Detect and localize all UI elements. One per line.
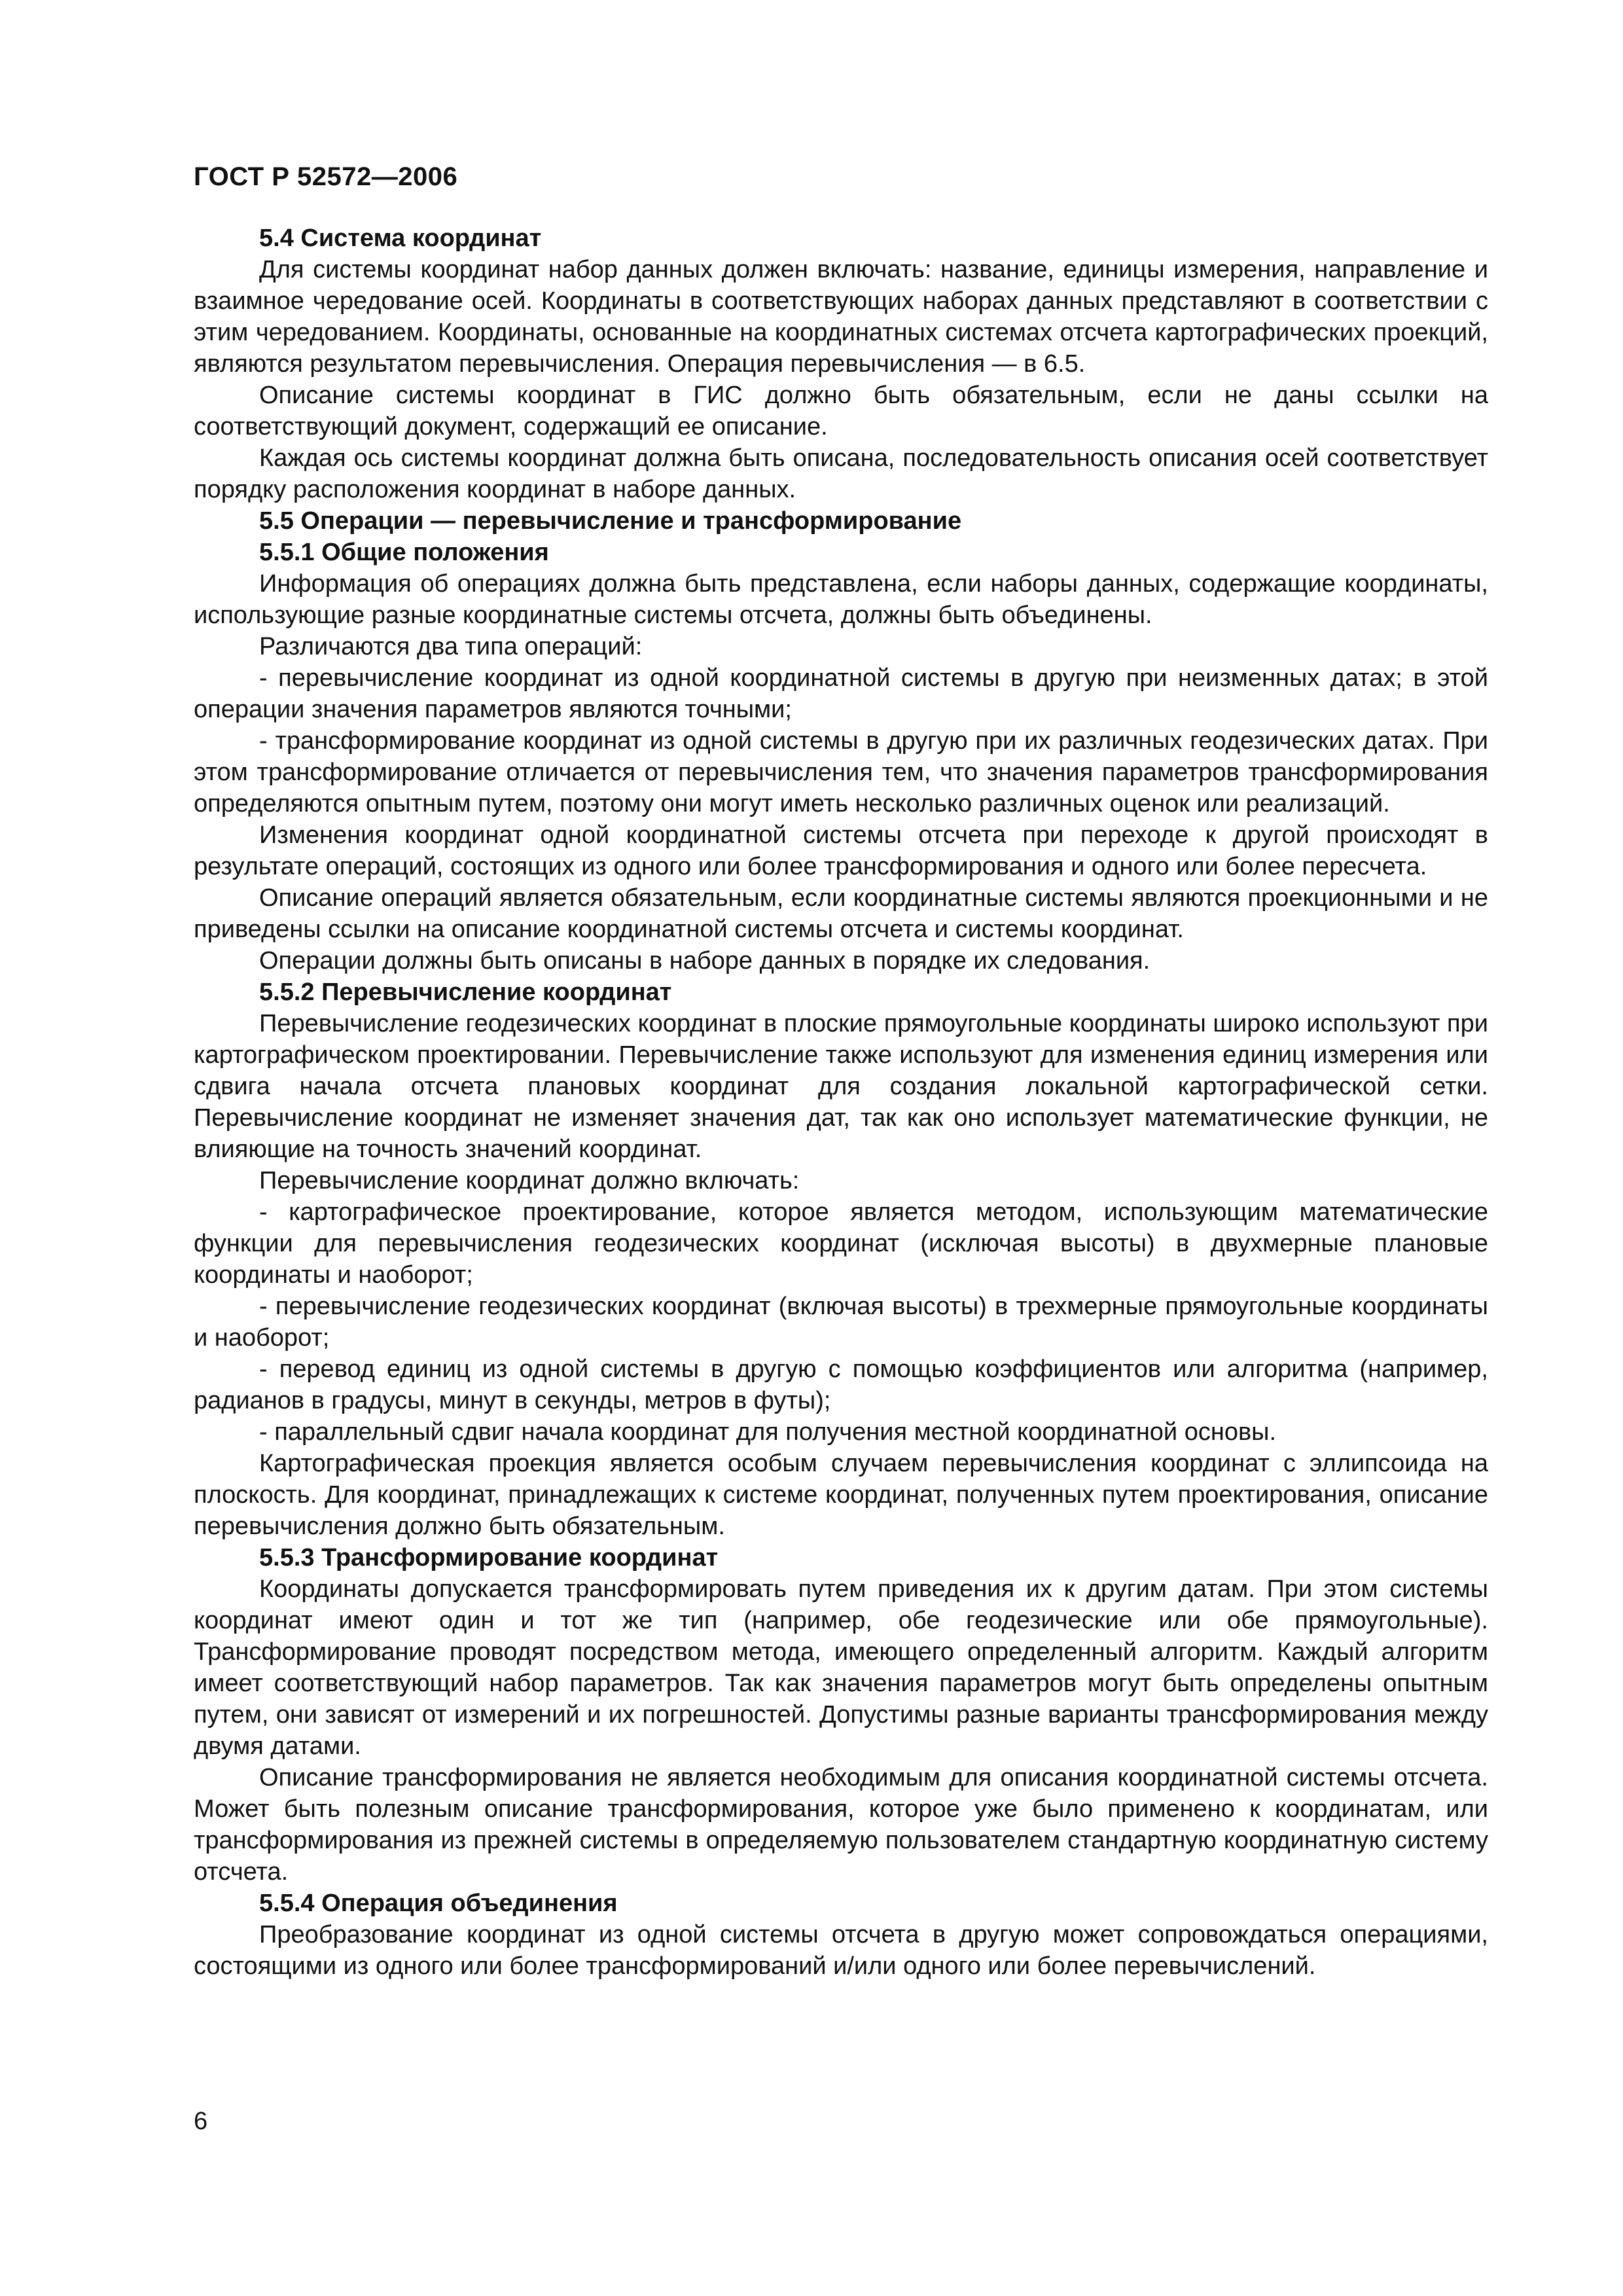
list-item: - картографическое проектирование, которое является методом, использующим математические функции для перевычисления геодезических координат (исключая высоты) в двухмерные плановые координаты и наоборот; <box>194 1198 1488 1289</box>
section-heading-5-5-3: 5.5.3 Трансформирование координат <box>259 1544 719 1571</box>
paragraph: Описание операций является обязательным, если координатные системы являются проекционными и не приведены ссылки на описание координатной системы отсчета и системы координат. <box>194 884 1488 943</box>
section-heading-5-5-4: 5.5.4 Операция объединения <box>259 1890 618 1917</box>
page-number: 6 <box>194 2108 208 2135</box>
section-heading-5-4: 5.4 Система координат <box>259 224 542 252</box>
document-header-id: ГОСТ Р 52572—2006 <box>194 162 458 191</box>
list-item: - перевод единиц из одной системы в другую с помощью коэффициентов или алгоритма (например, радианов в градусы, минут в секунды, метров в футы); <box>194 1355 1488 1414</box>
paragraph: Перевычисление геодезических координат в плоские прямоугольные координаты широко используют при картографическом проектировании. Перевычисление также используют для изменения единиц измерения или сдвига начала отсчета плановых координат для создания локальной картографической сетки. Перевычисление координат не изменяет значения дат, так как оно использует математические функции, не влияющие на точность значений координат. <box>194 1010 1488 1163</box>
paragraph: Различаются два типа операций: <box>259 633 643 660</box>
list-item: - перевычисление координат из одной координатной системы в другую при неизменных датах; в этой операции значения параметров являются точными; <box>194 664 1488 723</box>
section-heading-5-5-1: 5.5.1 Общие положения <box>259 539 549 566</box>
paragraph: Картографическая проекция является особым случаем перевычисления координат с эллипсоида на плоскость. Для координат, принадлежащих к системе координат, полученных путем проектирования, описание перевычисления должно быть обязательным. <box>194 1450 1488 1540</box>
paragraph: Координаты допускается трансформировать путем приведения их к другим датам. При этом системы координат имеют один и тот же тип (например, обе геодезические или обе прямоугольные). Трансформирование проводят посредством метода, имеющего определенный алгоритм. Каждый алгоритм имеет соответствующий набор параметров. Так как значения параметров могут быть определены опытным путем, они зависят от измерений и их погрешностей. Допустимы разные варианты трансформирования между двумя датами. <box>194 1575 1488 1760</box>
paragraph: Информация об операциях должна быть представлена, если наборы данных, содержащие координаты, использующие разные координатные системы отсчета, должны быть объединены. <box>194 570 1488 629</box>
paragraph: Изменения координат одной координатной системы отсчета при переходе к другой происходят в результате операций, состоящих из одного или более трансформирования и одного или более пересчета. <box>194 821 1488 880</box>
section-heading-5-5: 5.5 Операции — перевычисление и трансформирование <box>259 507 962 535</box>
paragraph: Преобразование координат из одной системы отсчета в другую может сопровождаться операциями, состоящими из одного или более трансформирований и/или одного или более перевычислений. <box>194 1921 1488 1980</box>
section-heading-5-5-2: 5.5.2 Перевычисление координат <box>259 978 672 1006</box>
paragraph: Для системы координат набор данных должен включать: название, единицы измерения, направление и взаимное чередование осей. Координаты в соответствующих наборах данных представляют в соответствии с этим чередованием. Координаты, основанные на координатных системах отсчета картографических проекций, являются результатом перевычисления. Операция перевычисления — в 6.5. <box>194 256 1488 378</box>
paragraph: Описание трансформирования не является необходимым для описания координатной системы отсчета. Может быть полезным описание трансформирования, которое уже было применено к координатам, или трансформирования из прежней системы в определяемую пользователем стандартную координатную систему отсчета. <box>194 1764 1488 1886</box>
document-body <box>194 223 1488 1982</box>
paragraph: Каждая ось системы координат должна быть описана, последовательность описания осей соответствует порядку расположения координат в наборе данных. <box>194 444 1488 503</box>
list-item: - параллельный сдвиг начала координат для получения местной координатной основы. <box>259 1418 1277 1446</box>
list-item: - трансформирование координат из одной системы в другую при их различных геодезических датах. При этом трансформирование отличается от перевычисления тем, что значения параметров трансформирования определяются опытным путем, поэтому они могут иметь несколько различных оценок или реализаций. <box>194 727 1488 817</box>
paragraph: Описание системы координат в ГИС должно быть обязательным, если не даны ссылки на соответствующий документ, содержащий ее описание. <box>194 382 1488 440</box>
list-item: - перевычисление геодезических координат (включая высоты) в трехмерные прямоугольные координаты и наоборот; <box>194 1293 1488 1352</box>
paragraph: Операции должны быть описаны в наборе данных в порядке их следования. <box>259 947 1150 975</box>
paragraph: Перевычисление координат должно включать: <box>259 1167 800 1194</box>
